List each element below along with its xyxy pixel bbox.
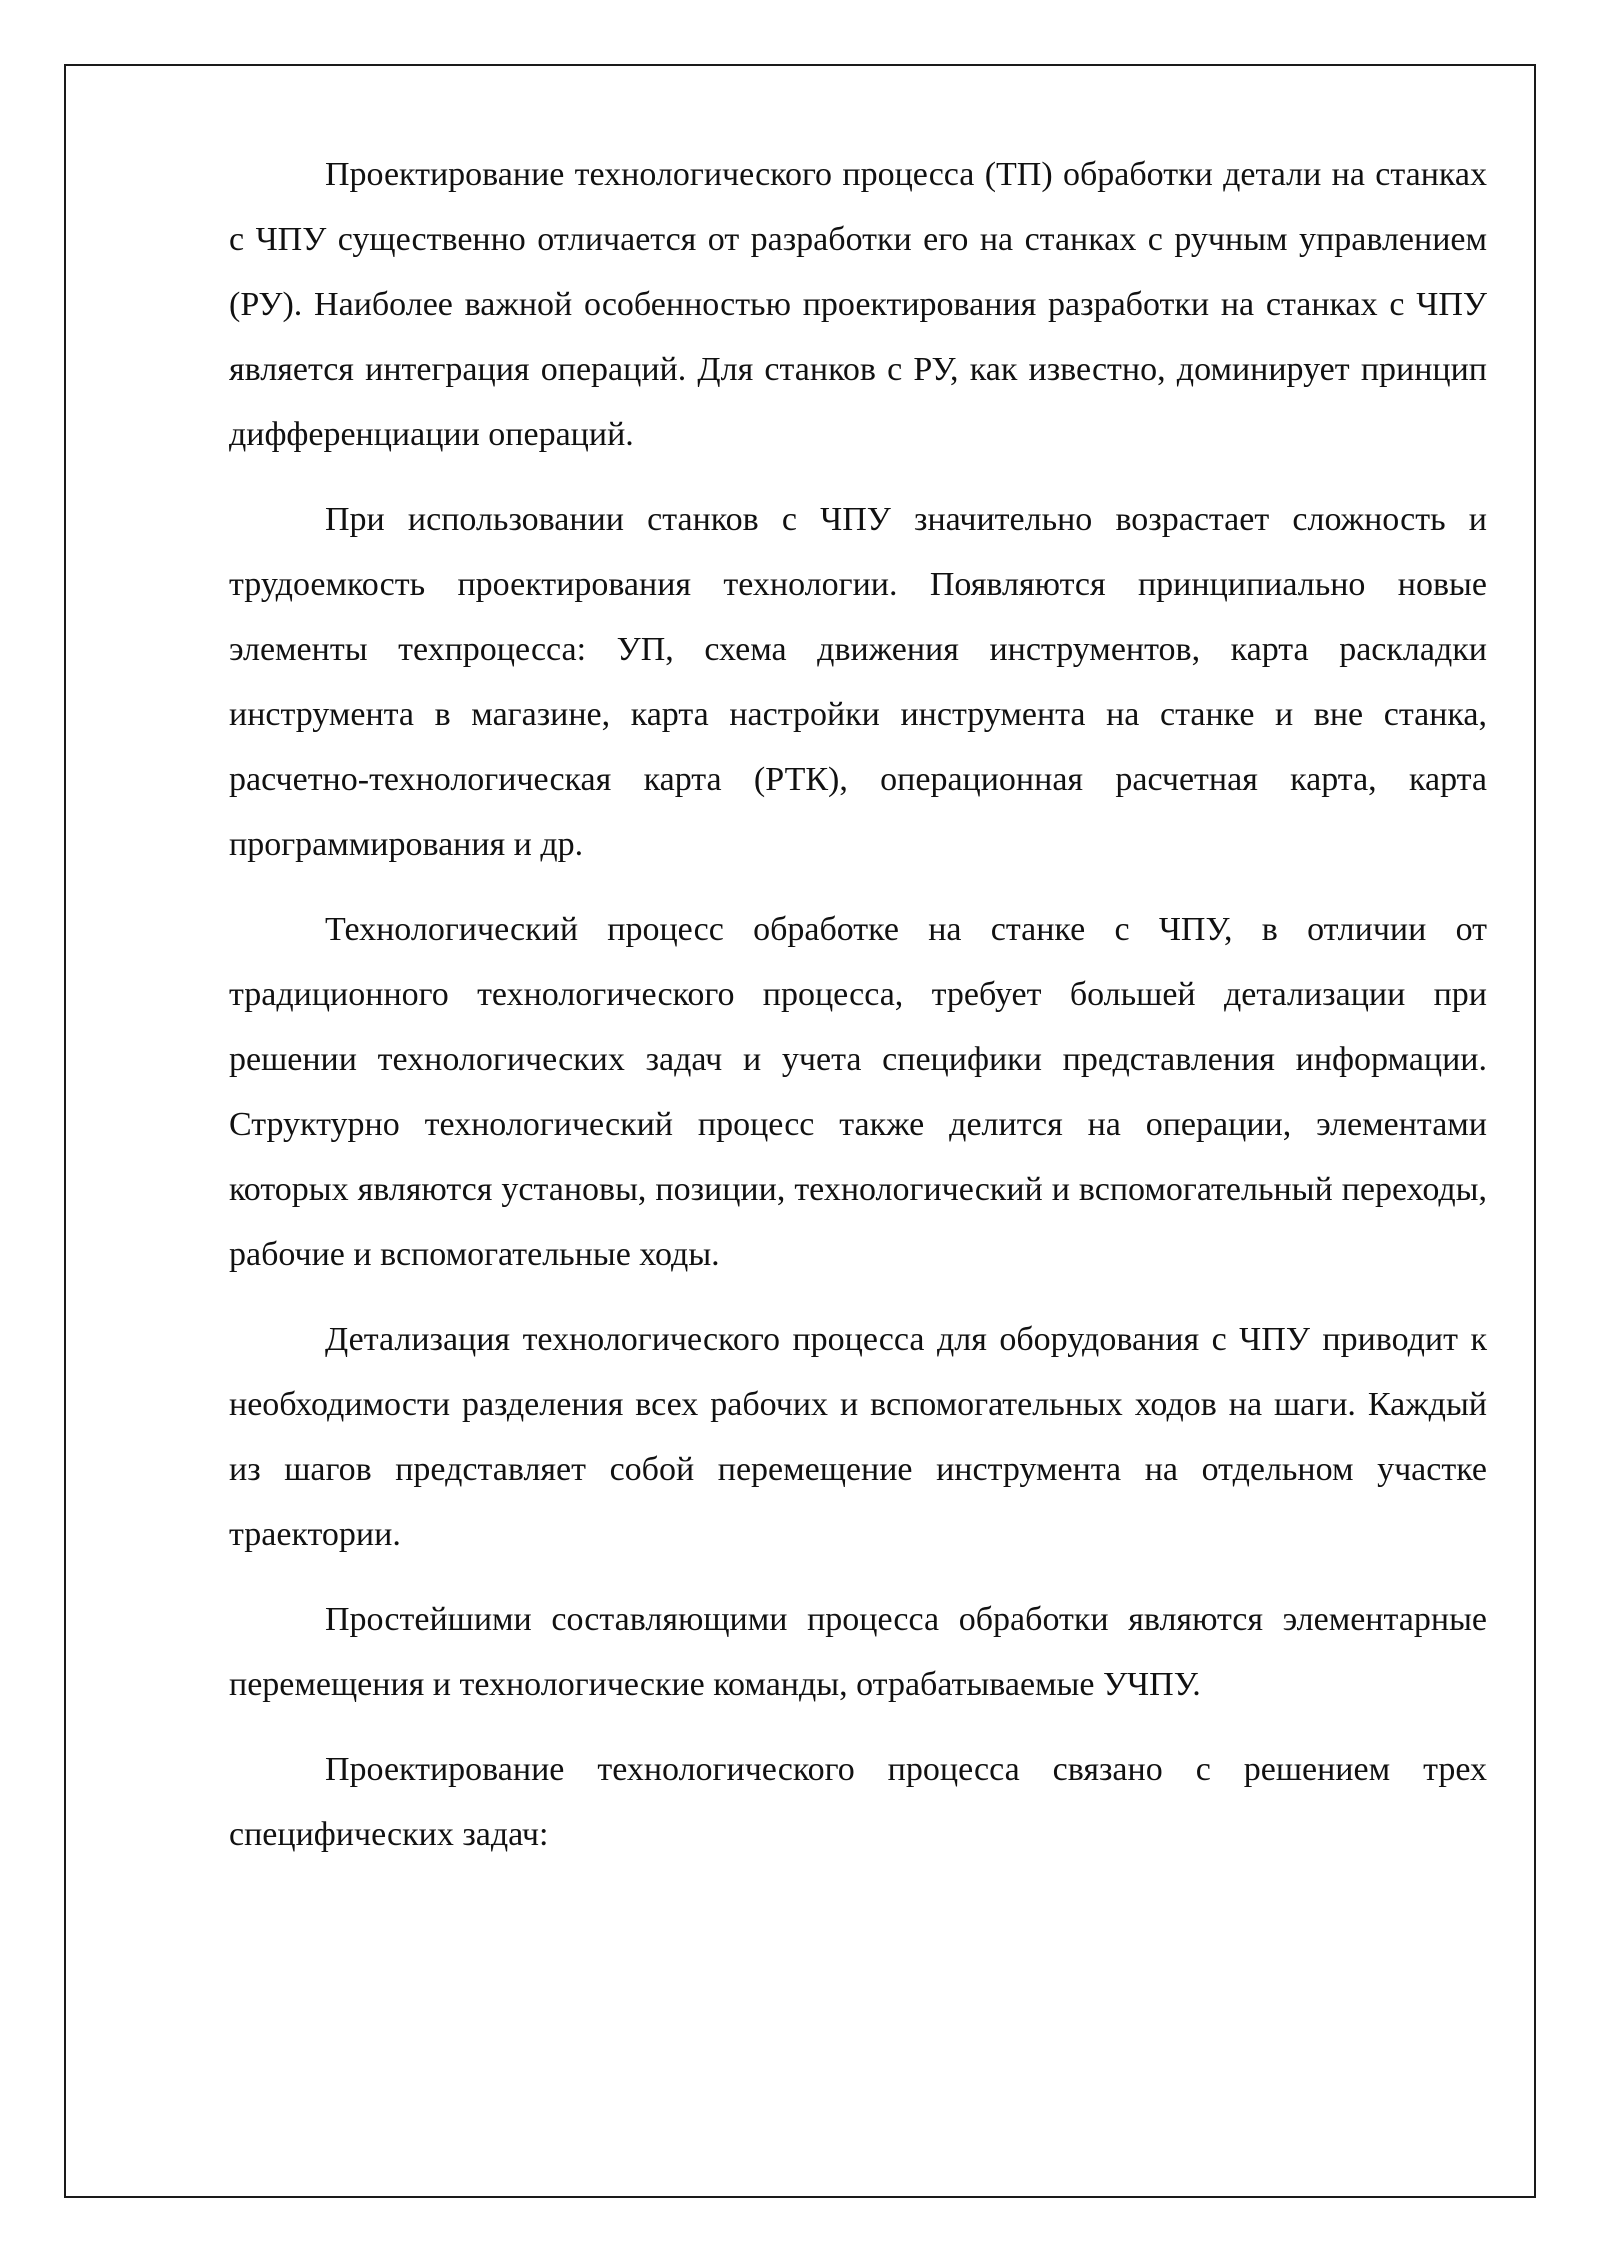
paragraph-5: Простейшими составляющими процесса обработки являются элементарные перемещения и технологические команды, отрабатываемые УЧПУ. — [229, 1601, 1487, 1703]
paragraph-2: При использовании станков с ЧПУ значительно возрастает сложность и трудоемкость проектирования технологии. Появляются принципиально новые элементы техпроцесса: УП, схема движения инструментов, карта раскладки инструмента в магазине, карта настройки инструмента на станке и вне станка, расчетно-технологическая карта (РТК), операционная расчетная карта, карта программирования и др. — [229, 501, 1487, 863]
paragraph-6: Проектирование технологического процесса связано с решением трех специфических задач: — [229, 1751, 1487, 1853]
paragraph-1: Проектирование технологического процесса (ТП) обработки детали на станках с ЧПУ существенно отличается от разработки его на станках с ручным управлением (РУ). Наиболее важной особенностью проектирования разработки на станках с ЧПУ является интеграция операций. Для станков с РУ, как известно, доминирует принцип дифференциации операций. — [229, 156, 1487, 453]
paragraph-4: Детализация технологического процесса для оборудования с ЧПУ приводит к необходимости разделения всех рабочих и вспомогательных ходов на шаги. Каждый из шагов представляет собой перемещение инструмента на отдельном участке траектории. — [229, 1321, 1487, 1553]
paragraph-3: Технологический процесс обработке на станке с ЧПУ, в отличии от традиционного технологического процесса, требует большей детализации при решении технологических задач и учета специфики представления информации. Структурно технологический процесс также делится на операции, элементами которых являются установы, позиции, технологический и вспомогательный переходы, рабочие и вспомогательные ходы. — [229, 911, 1487, 1273]
document-body — [229, 142, 1487, 1887]
